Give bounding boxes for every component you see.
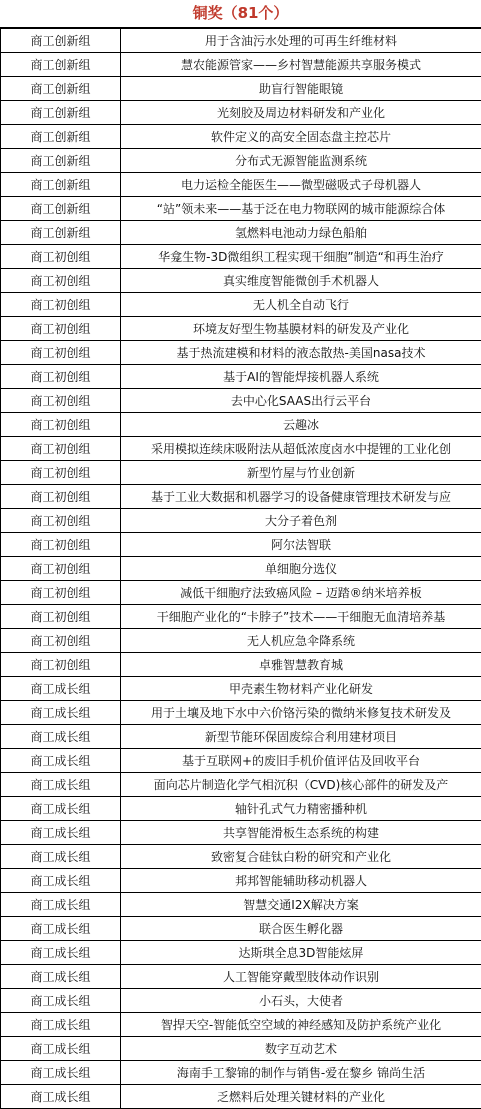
project-cell: 基于工业大数据和机器学习的设备健康管理技术研发与应 — [121, 485, 481, 509]
group-cell: 商工成长组 — [1, 1013, 121, 1037]
table-row — [1, 605, 481, 629]
table-row — [1, 941, 481, 965]
table-row — [1, 677, 481, 701]
table-row — [1, 29, 481, 53]
project-cell: 用于含油污水处理的可再生纤维材料 — [121, 29, 481, 53]
table-row — [1, 869, 481, 893]
group-cell: 商工成长组 — [1, 701, 121, 725]
table-row — [1, 341, 481, 365]
table-row — [1, 989, 481, 1013]
group-cell: 商工创新组 — [1, 29, 121, 53]
project-cell: 智捍天空-智能低空空域的神经感知及防护系统产业化 — [121, 1013, 481, 1037]
group-cell: 商工成长组 — [1, 797, 121, 821]
group-cell: 商工初创组 — [1, 413, 121, 437]
table-row — [1, 389, 481, 413]
project-cell: 无人机全自动飞行 — [121, 293, 481, 317]
project-cell: 面向芯片制造化学气相沉积（CVD)核心部件的研发及产 — [121, 773, 481, 797]
group-cell: 商工初创组 — [1, 317, 121, 341]
table-row — [1, 293, 481, 317]
table-row — [1, 1013, 481, 1037]
group-cell: 商工初创组 — [1, 461, 121, 485]
project-cell: 卓雅智慧教育城 — [121, 653, 481, 677]
table-row — [1, 965, 481, 989]
project-cell: 基于热流建模和材料的液态散热-美国nasa技术 — [121, 341, 481, 365]
group-cell: 商工初创组 — [1, 485, 121, 509]
project-cell: 真实维度智能微创手术机器人 — [121, 269, 481, 293]
project-cell: “站”领未来——基于泛在电力物联网的城市能源综合体 — [121, 197, 481, 221]
group-cell: 商工创新组 — [1, 125, 121, 149]
group-cell: 商工创新组 — [1, 53, 121, 77]
project-cell: 分布式无源智能监测系统 — [121, 149, 481, 173]
group-cell: 商工初创组 — [1, 533, 121, 557]
project-cell: 基于互联网+的废旧手机价值评估及回收平台 — [121, 749, 481, 773]
group-cell: 商工成长组 — [1, 1061, 121, 1085]
project-cell: 光刻胶及周边材料研发和产业化 — [121, 101, 481, 125]
award-table — [0, 28, 481, 1109]
table-row — [1, 773, 481, 797]
group-cell: 商工创新组 — [1, 173, 121, 197]
table-row — [1, 653, 481, 677]
project-cell: 环境友好型生物基膜材料的研发及产业化 — [121, 317, 481, 341]
project-cell: 人工智能穿戴型肢体动作识别 — [121, 965, 481, 989]
group-cell: 商工初创组 — [1, 629, 121, 653]
table-row — [1, 1085, 481, 1109]
project-cell: 小石头，大使者 — [121, 989, 481, 1013]
project-cell: 新型竹屋与竹业创新 — [121, 461, 481, 485]
group-cell: 商工成长组 — [1, 773, 121, 797]
table-row — [1, 557, 481, 581]
table-row — [1, 917, 481, 941]
group-cell: 商工初创组 — [1, 581, 121, 605]
project-cell: 达斯琪全息3D智能炫屏 — [121, 941, 481, 965]
project-cell: 致密复合硅钛白粉的研究和产业化 — [121, 845, 481, 869]
project-cell: 乏燃料后处理关键材料的产业化 — [121, 1085, 481, 1109]
group-cell: 商工成长组 — [1, 725, 121, 749]
group-cell: 商工成长组 — [1, 749, 121, 773]
group-cell: 商工创新组 — [1, 221, 121, 245]
group-cell: 商工初创组 — [1, 653, 121, 677]
project-cell: 慧农能源管家——乡村智慧能源共享服务模式 — [121, 53, 481, 77]
project-cell: 数字互动艺术 — [121, 1037, 481, 1061]
project-cell: 海南手工黎锦的制作与销售-爱在黎乡 锦尚生活 — [121, 1061, 481, 1085]
group-cell: 商工创新组 — [1, 149, 121, 173]
table-row — [1, 821, 481, 845]
project-cell: 共享智能滑板生态系统的构建 — [121, 821, 481, 845]
table-row — [1, 149, 481, 173]
project-cell: 采用模拟连续床吸附法从超低浓度卤水中提锂的工业化创 — [121, 437, 481, 461]
award-title: 铜奖（81个） — [0, 0, 481, 28]
table-row — [1, 701, 481, 725]
table-row — [1, 509, 481, 533]
group-cell: 商工成长组 — [1, 845, 121, 869]
table-row — [1, 893, 481, 917]
group-cell: 商工创新组 — [1, 101, 121, 125]
group-cell: 商工初创组 — [1, 509, 121, 533]
table-row — [1, 461, 481, 485]
project-cell: 用于土壤及地下水中六价铬污染的微纳米修复技术研发及 — [121, 701, 481, 725]
project-cell: 大分子着色剂 — [121, 509, 481, 533]
project-cell: 新型节能环保固废综合利用建材项目 — [121, 725, 481, 749]
project-cell: 减低干细胞疗法致癌风险 – 迈踏®纳米培养板 — [121, 581, 481, 605]
table-row — [1, 797, 481, 821]
table-row — [1, 317, 481, 341]
group-cell: 商工初创组 — [1, 365, 121, 389]
group-cell: 商工成长组 — [1, 917, 121, 941]
table-row — [1, 845, 481, 869]
project-cell: 联合医生孵化器 — [121, 917, 481, 941]
project-cell: 阿尔法智联 — [121, 533, 481, 557]
table-row — [1, 725, 481, 749]
group-cell: 商工初创组 — [1, 293, 121, 317]
group-cell: 商工成长组 — [1, 869, 121, 893]
project-cell: 氢燃料电池动力绿色船舶 — [121, 221, 481, 245]
table-row — [1, 125, 481, 149]
group-cell: 商工成长组 — [1, 1037, 121, 1061]
group-cell: 商工成长组 — [1, 941, 121, 965]
table-row — [1, 173, 481, 197]
group-cell: 商工创新组 — [1, 197, 121, 221]
project-cell: 云趣冰 — [121, 413, 481, 437]
table-row — [1, 533, 481, 557]
project-cell: 软件定义的高安全固态盘主控芯片 — [121, 125, 481, 149]
project-cell: 助盲行智能眼镜 — [121, 77, 481, 101]
project-cell: 干细胞产业化的“卡脖子”技术——干细胞无血清培养基 — [121, 605, 481, 629]
table-row — [1, 77, 481, 101]
group-cell: 商工成长组 — [1, 989, 121, 1013]
table-row — [1, 1037, 481, 1061]
project-cell: 华龛生物-3D微组织工程实现干细胞”制造“和再生治疗 — [121, 245, 481, 269]
table-row — [1, 197, 481, 221]
group-cell: 商工初创组 — [1, 605, 121, 629]
project-cell: 轴针孔式气力精密播种机 — [121, 797, 481, 821]
table-row — [1, 269, 481, 293]
group-cell: 商工初创组 — [1, 245, 121, 269]
table-row — [1, 101, 481, 125]
group-cell: 商工初创组 — [1, 557, 121, 581]
project-cell: 邦邦智能辅助移动机器人 — [121, 869, 481, 893]
table-row — [1, 365, 481, 389]
award-table-body — [1, 29, 481, 1109]
table-row — [1, 485, 481, 509]
table-row — [1, 629, 481, 653]
project-cell: 电力运检全能医生——微型磁吸式子母机器人 — [121, 173, 481, 197]
project-cell: 无人机应急伞降系统 — [121, 629, 481, 653]
group-cell: 商工初创组 — [1, 341, 121, 365]
project-cell: 去中心化SAAS出行云平台 — [121, 389, 481, 413]
project-cell: 智慧交通I2X解决方案 — [121, 893, 481, 917]
group-cell: 商工成长组 — [1, 821, 121, 845]
table-row — [1, 221, 481, 245]
group-cell: 商工成长组 — [1, 965, 121, 989]
table-row — [1, 413, 481, 437]
group-cell: 商工成长组 — [1, 677, 121, 701]
table-row — [1, 581, 481, 605]
project-cell: 单细胞分选仪 — [121, 557, 481, 581]
project-cell: 甲壳素生物材料产业化研发 — [121, 677, 481, 701]
table-row — [1, 749, 481, 773]
group-cell: 商工成长组 — [1, 1085, 121, 1109]
project-cell: 基于AI的智能焊接机器人系统 — [121, 365, 481, 389]
group-cell: 商工初创组 — [1, 389, 121, 413]
table-row — [1, 245, 481, 269]
table-row — [1, 437, 481, 461]
table-row — [1, 53, 481, 77]
table-row — [1, 1061, 481, 1085]
group-cell: 商工创新组 — [1, 77, 121, 101]
group-cell: 商工成长组 — [1, 893, 121, 917]
group-cell: 商工初创组 — [1, 269, 121, 293]
group-cell: 商工初创组 — [1, 437, 121, 461]
